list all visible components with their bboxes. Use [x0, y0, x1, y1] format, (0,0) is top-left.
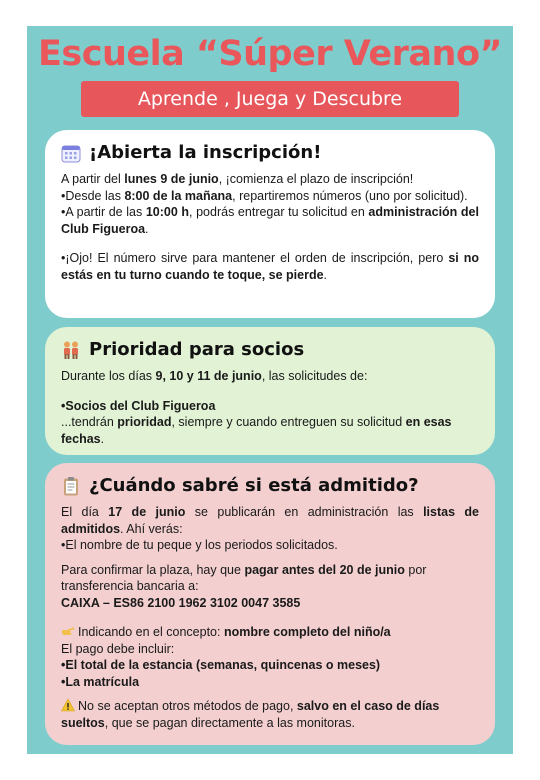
card-inscripcion-header [61, 142, 479, 163]
card-prioridad-heading: Prioridad para socios [89, 339, 305, 360]
card-admitido-header [61, 475, 479, 496]
admitido-line-5: El pago debe incluir: [61, 641, 175, 656]
inscripcion-line-1: A partir del lunes 9 de junio, ¡comienza el plazo de inscripción! [61, 172, 414, 186]
inscripcion-line-3: •A partir de las 10:00 h, podrás entregar tu solicitud en administración del Club Figueroa. [61, 205, 479, 236]
subtitle-banner: Aprende , Juega y Descubre [81, 81, 459, 117]
admitido-line-4: Indicando en el concepto: nombre completo del niño/a [61, 624, 479, 641]
admitido-line-3: Para confirmar la plaza, hay que pagar antes del 20 de junio por transferencia bancaria a: [61, 562, 427, 593]
card-inscripcion [45, 130, 495, 318]
card-prioridad-header [61, 339, 479, 360]
admitido-line-7: •La matrícula [61, 674, 140, 689]
inscripcion-line-4: •¡Ojo! El número sirve para mantener el orden de inscripción, pero si no estás en tu turno cuando te toque, se pierde. [61, 251, 480, 282]
prioridad-line-1: Durante los días 9, 10 y 11 de junio, las solicitudes de: [61, 369, 368, 383]
card-prioridad [45, 327, 495, 455]
admitido-line-1: El día 17 de junio se publicarán en administración las listas de admitidos. Ahí verás: [61, 505, 479, 536]
inscripcion-line-2: •Desde las 8:00 de la mañana, repartiremos números (uno por solicitud). [61, 188, 468, 203]
warning-icon [61, 698, 75, 712]
card-inscripcion-heading: ¡Abierta la inscripción! [89, 142, 322, 163]
admitido-line-6: •El total de la estancia (semanas, quincenas o meses) [61, 658, 381, 672]
pointing-hand-icon [61, 624, 75, 638]
calendar-icon [61, 143, 81, 163]
people-icon [61, 340, 81, 360]
card-admitido [45, 463, 495, 745]
clipboard-icon [61, 476, 81, 496]
card-admitido-heading: ¿Cuándo sabré si está admitido? [89, 475, 419, 496]
admitido-line-2: •El nombre de tu peque y los periodos solicitados. [61, 538, 338, 552]
poster [27, 26, 513, 754]
prioridad-line-3: ...tendrán prioridad, siempre y cuando entreguen su solicitud en esas fechas. [61, 415, 452, 446]
bank-account: CAIXA – ES86 2100 1962 3102 0047 3585 [61, 595, 301, 610]
admitido-line-8: No se aceptan otros métodos de pago, salvo en el caso de días sueltos, que se pagan directamente a las monitoras. [61, 699, 440, 730]
page-title: Escuela “Súper Verano” [37, 34, 503, 74]
prioridad-line-2: •Socios del Club Figueroa [61, 398, 216, 413]
